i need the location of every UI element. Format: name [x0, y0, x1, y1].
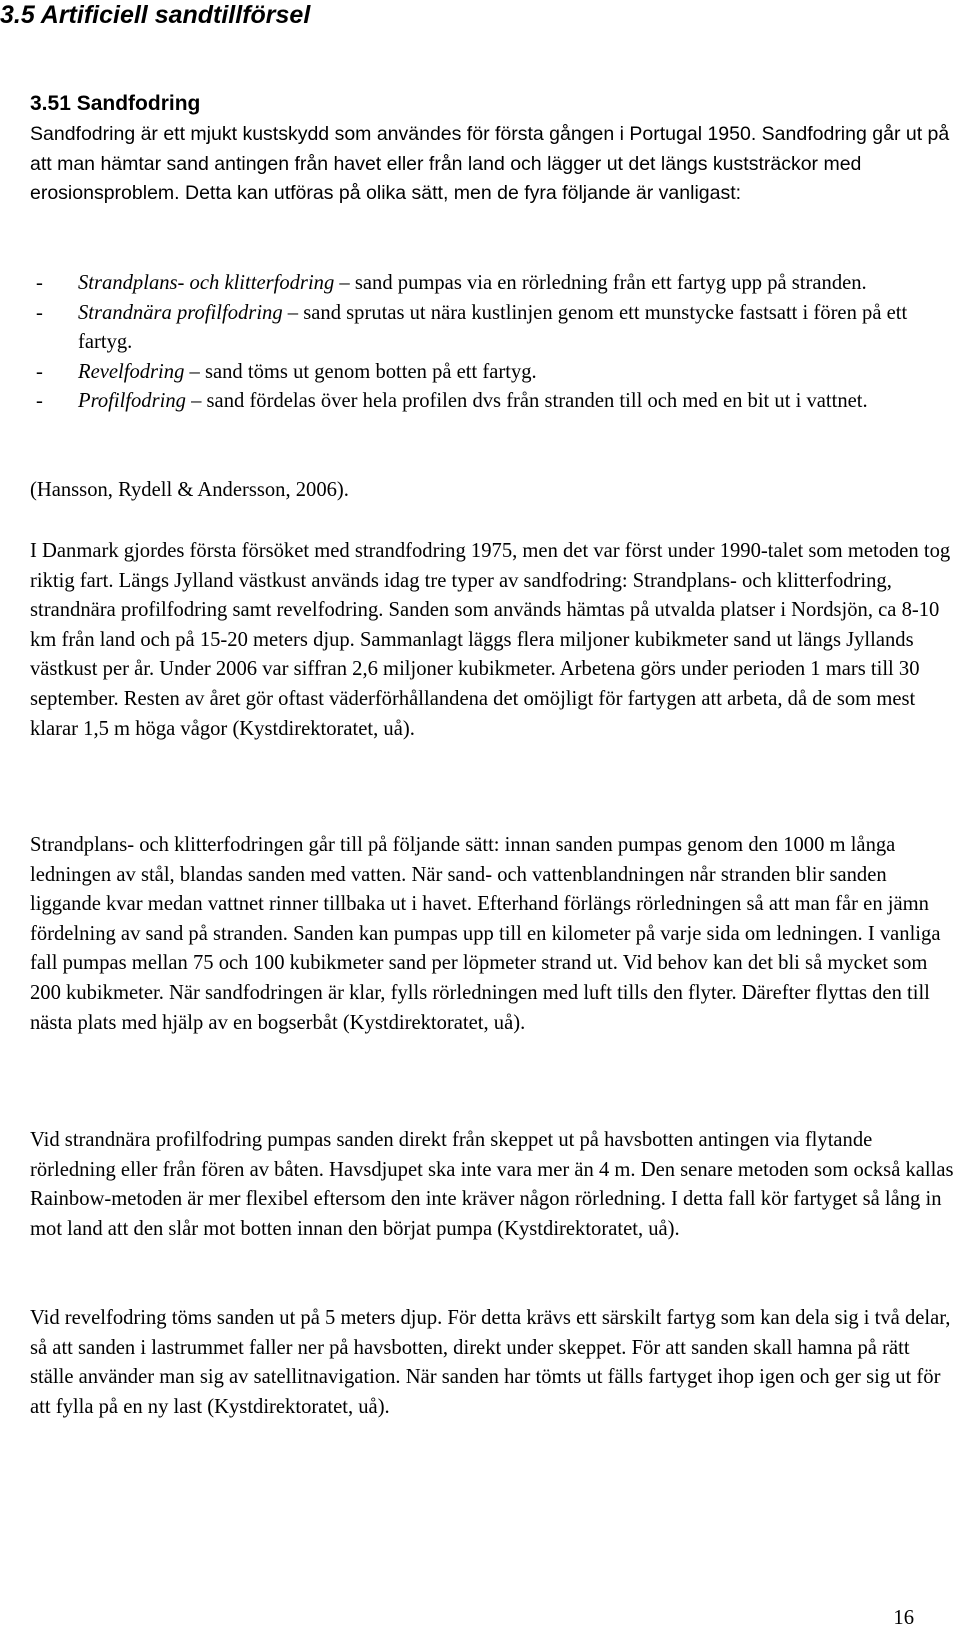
method-separator: –	[189, 360, 200, 383]
method-separator: –	[339, 272, 350, 294]
paragraph-revelfodring: Vid revelfodring töms sanden ut på 5 meters djup. För detta krävs ett särskilt fartyg som kan dela sig i två delar, så att sanden i lastrummet faller ner på havsbotten, direkt under skeppet. För att sanden skall hamna på rätt ställe använder man sig av satellitnavigation. När sanden har tömts ut fälls fartyget ihop igen och ger sig ut för att fylla på en ny last (Kystdirektoratet, uå).	[30, 1307, 951, 1418]
method-description: sand töms ut genom botten på ett fartyg.	[204, 360, 537, 383]
list-item	[30, 269, 955, 299]
method-description: sand fördelas över hela profilen dvs från stranden till och med en bit ut i vattnet.	[206, 390, 868, 413]
section-heading: 3.5 Artificiell sandtillförsel	[0, 1, 311, 29]
methods-source: (Hansson, Rydell & Andersson, 2006).	[30, 479, 349, 501]
subsection-heading: 3.51 Sandfodring	[30, 92, 201, 115]
intro-paragraph: Sandfodring är ett mjukt kustskydd som användes för första gången i Portugal 1950. Sandfodring går ut på att man hämtar sand antingen från havet eller från land och lägger ut det längs kuststräckor med erosionsproblem. Detta kan utföras på olika sätt, men de fyra följande är vanligast:	[30, 123, 950, 205]
paragraph-denmark: I Danmark gjordes första försöket med strandfodring 1975, men det var först under 1990-talet som metoden tog riktig fart. Längs Jylland västkust används idag tre typer av sandfodring: Strandplans- och klitterfodring, strandnära profilfodring samt revelfodring. Sanden som används hämtas på utvalda platser i Nordsjön, ca 8-10 km från land och på 15-20 meters djup. Sammanlagt läggs flera miljoner kubikmeter sand ut längs Jyllands västkust per år. Under 2006 var siffran 2,6 miljoner kubikmeter. Arbetena görs under perioden 1 mars till 30 september. Resten av året gör oftast väderförhållandena det omöjligt för fartygen att arbeta, då de som mest klarar 1,5 m höga vågor (Kystdirektoratet, uå).	[30, 540, 951, 740]
method-term: Strandplans- och klitterfodring	[78, 272, 335, 294]
method-separator: –	[287, 301, 299, 324]
list-dash: -	[36, 301, 43, 324]
method-separator: –	[191, 390, 202, 413]
method-term: Revelfodring	[78, 360, 185, 383]
paragraph-profilfodring: Vid strandnära profilfodring pumpas sanden direkt från skeppet ut på havsbotten antingen via flytande rörledning eller från fören av båten. Havsdjupet ska inte vara mer än 4 m. Den senare metoden som också kallas Rainbow-metoden är mer flexibel eftersom den inte kräver någon rörledning. I detta fall kör fartyget så lång in mot land att den slår mot botten innan den börjat pumpa (Kystdirektoratet, uå).	[30, 1129, 954, 1240]
method-term: Profilfodring	[78, 390, 186, 413]
methods-list	[30, 269, 955, 417]
page-number: 16	[893, 1607, 914, 1629]
list-item	[30, 358, 955, 388]
method-description: sand sprutas ut nära kustlinjen genom ett munstycke fastsatt i fören på ett fartyg.	[78, 301, 908, 354]
list-dash: -	[36, 360, 43, 383]
method-term: Strandnära profilfodring	[78, 301, 283, 324]
list-dash: -	[36, 272, 43, 294]
list-dash: -	[36, 390, 43, 413]
list-item	[30, 299, 955, 358]
paragraph-klitterfodring: Strandplans- och klitterfodringen går till på följande sätt: innan sanden pumpas genom den 1000 m långa ledningen av stål, blandas sanden med vatten. När sand- och vattenblandningen når stranden blir sanden liggande kvar medan vattnet rinner tillbaka ut i havet. Efterhand förlängs rörledningen så att man får en jämn fördelning av sand på stranden. Sanden kan pumpas upp till en kilometer på varje sida om ledningen. I vanliga fall pumpas mellan 75 och 100 kubikmeter sand per löpmeter strand ut. Vid behov kan det bli så mycket som 200 kubikmeter. När sandfodringen är klar, fylls rörledningen med luft tills den flyter. Därefter flyttas den till nästa plats med hjälp av en bogserbåt (Kystdirektoratet, uå).	[30, 834, 941, 1034]
list-item	[30, 387, 955, 417]
method-description: sand pumpas via en rörledning från ett fartyg upp på stranden.	[354, 272, 867, 294]
